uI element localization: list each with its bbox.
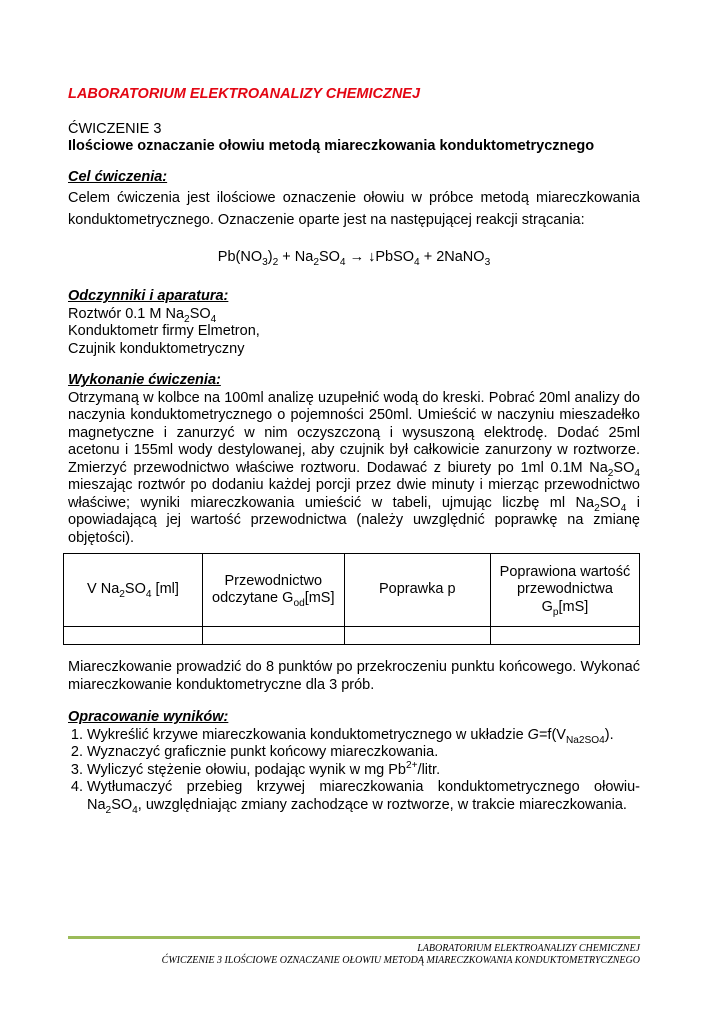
table-cell[interactable]: [64, 627, 203, 645]
footer-divider: [68, 936, 640, 939]
table-header-cell: Poprawiona wartość przewodnictwa $G_p[mS]$: [490, 554, 639, 627]
reagents-heading: Odczynniki i aparatura:: [68, 288, 229, 304]
lab-title: LABORATORIUM ELEKTROANALIZY CHEMICZNEJ: [68, 86, 421, 102]
footer-line-1: LABORATORIUM ELEKTROANALIZY CHEMICZNEJ: [417, 943, 640, 954]
goal-text: Celem ćwiczenia jest ilościowe oznaczenie ołowiu w próbce metodą miareczkowania konduktometrycznego. Oznaczenie oparte jest na następującej reakcji strącania:: [68, 189, 640, 228]
table-header-cell: Poprawka p: [344, 554, 490, 627]
list-item: 1. Wykreślić krzywe miareczkowania konduktometrycznego w układzie $G=f(V_{Na2SO4})$.: [87, 727, 640, 745]
reagent-line: Roztwór 0.1 M $Na_2SO_4$: [68, 305, 217, 325]
results-list: [68, 727, 640, 815]
list-item: 3. Wyliczyć stężenie ołowiu, podając wynik w mg $Pb^{2+}$/litr.: [87, 762, 640, 780]
list-item: 4. Wytłumaczyć przebieg krzywej miareczkowania konduktometrycznego ołowiu-$Na_2SO_4$, uwzględniając zmiany zachodzące w roztworze, w trakcie miareczkowania.: [87, 779, 640, 814]
table-header-row: [64, 554, 640, 627]
table-header-cell: V $Na_2SO_4$ [ml]: [64, 554, 203, 627]
table-cell[interactable]: [202, 627, 344, 645]
reaction-arrow-icon: → ↓: [345, 249, 376, 265]
reagent-line: Czujnik konduktometryczny: [68, 340, 245, 357]
exercise-number: ĆWICZENIE 3: [68, 121, 162, 137]
footer-line-2: ĆWICZENIE 3 ILOŚCIOWE OZNACZANIE OŁOWIU METODĄ MIARECZKOWANIA KONDUKTOMETRYCZNEGO: [161, 955, 640, 966]
results-table: [63, 553, 640, 645]
results-section: [68, 709, 640, 814]
goal-section: [68, 169, 640, 231]
table-header-cell: Przewodnictwo odczytane $G_{od}[mS]$: [202, 554, 344, 627]
reagent-line: Konduktometr firmy Elmetron,: [68, 323, 260, 339]
procedure-section: [68, 372, 640, 547]
reaction-equation: $Pb(NO_3)_2 + Na_2SO_4$ → ↓PbSO$_4$ + 2NaNO$_3$: [217, 249, 491, 268]
procedure-text: Otrzymaną w kolbce na 100ml analizę uzupełnić wodą do kreski. Pobrać 20ml analizy do naczynia konduktometrycznego o pojemności 250ml. Umieścić w naczyniu mieszadełko magnetyczne i zanurzyć w nim oczyszczoną i wysuszoną elektrodę. Dodać 25ml acetonu i 155ml wody destylowanej, aby czujnik był całkowicie zanurzony w roztworze. Zmierzyć przewodnictwo właściwe roztworu. Dodawać z biurety po 1ml 0.1M $Na_2SO_4$ mieszając roztwór po dodaniu każdej porcji przez dwie minuty i mierząc przewodnictwo właściwe; wyniki miareczkowania umieścić w tabeli, ujmując liczbę ml $Na_2SO_4$ i opowiadającą jej wartość przewodnictwa (należy uwzględnić poprawkę na zmianę objętości).: [68, 389, 641, 546]
exercise-title: Ilościowe oznaczanie ołowiu metodą miareczkowania konduktometrycznego: [68, 138, 595, 154]
table-cell[interactable]: [490, 627, 639, 645]
results-heading: Opracowanie wyników:: [68, 709, 229, 725]
reagents-section: [68, 288, 640, 358]
table-cell[interactable]: [344, 627, 490, 645]
titration-note: Miareczkowanie prowadzić do 8 punktów po przekroczeniu punktu końcowego. Wykonać miareczkowanie konduktometryczne dla 3 prób.: [68, 659, 640, 693]
table-row: [64, 627, 640, 645]
list-item: 2. Wyznaczyć graficznie punkt końcowy miareczkowania.: [87, 744, 640, 762]
footer: [162, 943, 640, 967]
goal-heading: Cel ćwiczenia:: [68, 169, 168, 185]
procedure-heading: Wykonanie ćwiczenia:: [68, 372, 221, 388]
